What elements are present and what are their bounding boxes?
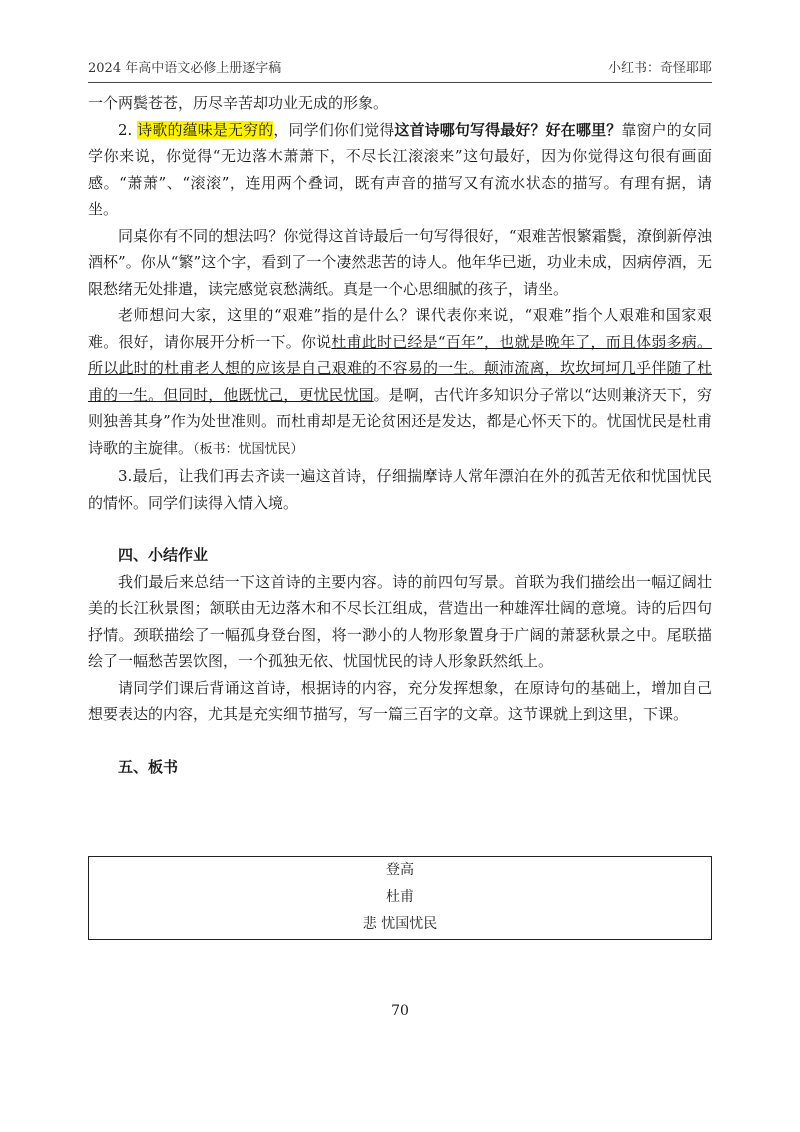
blackboard-box [88,856,712,940]
paragraph: 我们最后来总结一下这首诗的主要内容。诗的前四句写景。首联为我们描绘出一幅辽阔壮美的长江秋景图；颔联由无边落木和不尽长江组成，营造出一种雄浑壮阔的意境。诗的后四句抒情。颈联描绘了一幅孤身登台图，将一渺小的人物形象置身于广阔的萧瑟秋景之中。尾联描绘了一幅愁苦罢饮图，一个孤独无依、忧国忧民的诗人形象跃然纸上。 [88,572,712,670]
board-line: 登高 [386,862,414,878]
header-source: 小红书：奇怪耶耶 [607,61,712,76]
paragraph: 同桌你有不同的想法吗？你觉得这首诗最后一句写得很好，“艰难苦恨繁霜鬓，潦倒新停浊酒杯”。你从“繁”这个字，看到了一个凄然悲苦的诗人。他年华已逝，功业未成，因病停酒，无限愁绪无处排遣，读完感觉哀愁满纸。真是一个心思细腻的孩子，请坐。 [88,226,712,298]
paragraph: 3.最后，让我们再去齐读一遍这首诗，仔细揣摩诗人常年漂泊在外的孤苦无依和忧国忧民的情怀。同学们读得入情入境。 [88,467,712,512]
highlighted-text: 诗歌的蕴味是无穷的 [137,120,274,139]
paragraph: 2. 诗歌的蕴味是无穷的，同学们你们觉得这首诗哪句写得最好？好在哪里？靠窗户的女同学你来说，你觉得“无边落木萧萧下，不尽长江滚滚来”这句最好，因为你觉得这句很有画面感。“萧萧”、“滚滚”，连用两个叠词，既有声音的描写又有流水状态的描写。有理有据，请坐。 [88,120,712,218]
paragraph: 老师想问大家，这里的“艰难”指的是什么？课代表你来说，“艰难”指个人艰难和国家艰难。很好，请你展开分析一下。你说杜甫此时已经是“百年”，也就是晚年了，而且体弱多病。所以此时的杜甫老人想的应该是自己艰难的不容易的一生。颠沛流离，坎坎坷坷几乎伴随了杜甫的一生。但同时，他既忧己，更忧民忧国。是啊，古代许多知识分子常以“达则兼济天下，穷则独善其身”作为处世准则。而杜甫却是无论贫困还是发达，都是心怀天下的。忧国忧民是杜甫诗歌的主旋律。（板书：忧国忧民） [88,306,713,457]
section-title: 四、小结作业 [118,546,209,564]
document-body [88,90,712,780]
header-title: 2024 年高中语文必修上册逐字稿 [88,61,282,76]
section-title: 五、板书 [118,757,179,776]
board-line: 杜甫 [386,889,414,905]
list-number: 2. [118,120,138,139]
page-header [88,56,712,83]
paragraph: 请同学们课后背诵这首诗，根据诗的内容，充分发挥想象，在原诗句的基础上，增加自己想要表达的内容，尤其是充实细节描写，写一篇三百字的文章。这节课就上到这里，下课。 [88,678,712,723]
underlined-text: 杜甫此时已经是“百年”，也就是晚年了，而且体弱多病。所以此时的杜甫老人想的应该是自己艰难的不容易的一生。颠沛流离，坎坎坷坷几乎伴随了杜甫的一生。但同时，他既忧己，更忧民忧国 [88,332,712,404]
board-line: 悲 忧国忧民 [362,916,438,932]
paragraph: 一个两鬓苍苍，历尽辛苦却功业无成的形象。 [88,94,389,112]
bold-question: 这首诗哪句写得最好？好在哪里？ [394,120,622,139]
page-number: 70 [391,1003,409,1019]
board-note: （板书：忧国忧民） [193,441,304,457]
